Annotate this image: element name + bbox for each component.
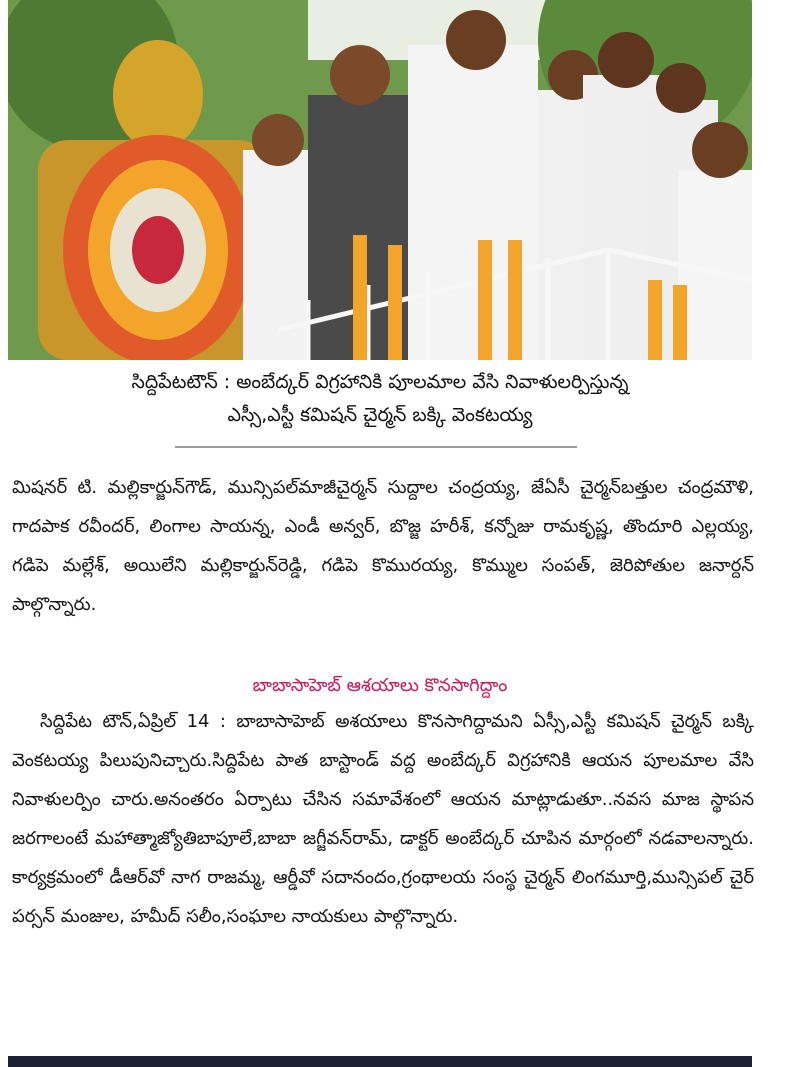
news-photo	[8, 0, 752, 360]
photo-caption	[8, 366, 752, 432]
caption-divider	[175, 446, 577, 448]
photo-illustration	[8, 0, 752, 360]
statue-head	[113, 40, 203, 150]
next-photo-edge	[8, 1056, 752, 1067]
caption-line-1: సిద్దిపేటటౌన్ : అంబేద్కర్ విగ్రహానికి పూలమాల వేసి నివాళులర్పిస్తున్న	[131, 371, 629, 393]
flower-garland	[63, 135, 253, 360]
article-paragraph-2: సిద్దిపేట టౌన్,ఏప్రిల్ 14 : బాబాసాహెబ్ అశయాలు కొనసాగిద్దామని ఏస్సీ,ఎస్టీ కమిషన్ చైర్మన్ బక్కి వెంకటయ్య పిలుపునిచ్చారు.సిద్దిపేట పాత బాస్టాండ్ వద్ద అంబేద్కర్ విగ్రహానికి ఆయన పూలమాల వేసి నివాళులర్పిం చారు.అనంతరం ఏర్పాటు చేసిన సమావేశంలో ఆయన మాట్లాడుతూ..నవస మాజ స్థాపన జరగాలంటే మహాత్మాజ్యోతిబాపూలే,బాబా జగ్జీవన్‌రామ్, డాక్టర్ అంబేద్కర్ చూపిన మార్గంలో నడవాలన్నారు. కార్యక్రమంలో డీఆర్‌వో నాగ రాజమ్మ, ఆర్డీవో సదానందం,గ్రంథాలయ సంస్థ చైర్మన్ లింగమూర్తి,మున్సిపల్ చైర్ పర్సన్ మంజుల, హమీద్ సలీం,సంఘాల నాయకులు పాల్గొన్నారు.	[12, 711, 754, 927]
caption-line-2: ఎస్సీ,ఎస్టీ కమిషన్ చైర్మన్ బక్కి వెంకటయ్య	[227, 404, 533, 426]
article-paragraph-1: మిషనర్ టి. మల్లికార్జున్‌గౌడ్, మున్సిపల్‌మాజీచైర్మన్ సుద్దాల చంద్రయ్య, జేఏసీ చైర్మన్‌బత్తుల చంద్రమౌళి, గాదపాక రవీందర్, లింగాల సాయన్న, ఎండీ అన్వర్, బొజ్జ హరీశ్, కన్నోజు రామకృష్ణ, తొందూరి ఎల్లయ్య, గడిపె మల్లేశ్, అయిలేని మల్లికార్జున్‌రెడ్డి, గడిపె కొమురయ్య, కొమ్ముల సంపత్, జెరిపోతుల జనార్దన్ పాల్గొన్నారు.	[12, 477, 754, 615]
article-subheading: బాబాసాహెబ్ ఆశయాలు కొనసాగిద్దాం	[252, 675, 508, 696]
